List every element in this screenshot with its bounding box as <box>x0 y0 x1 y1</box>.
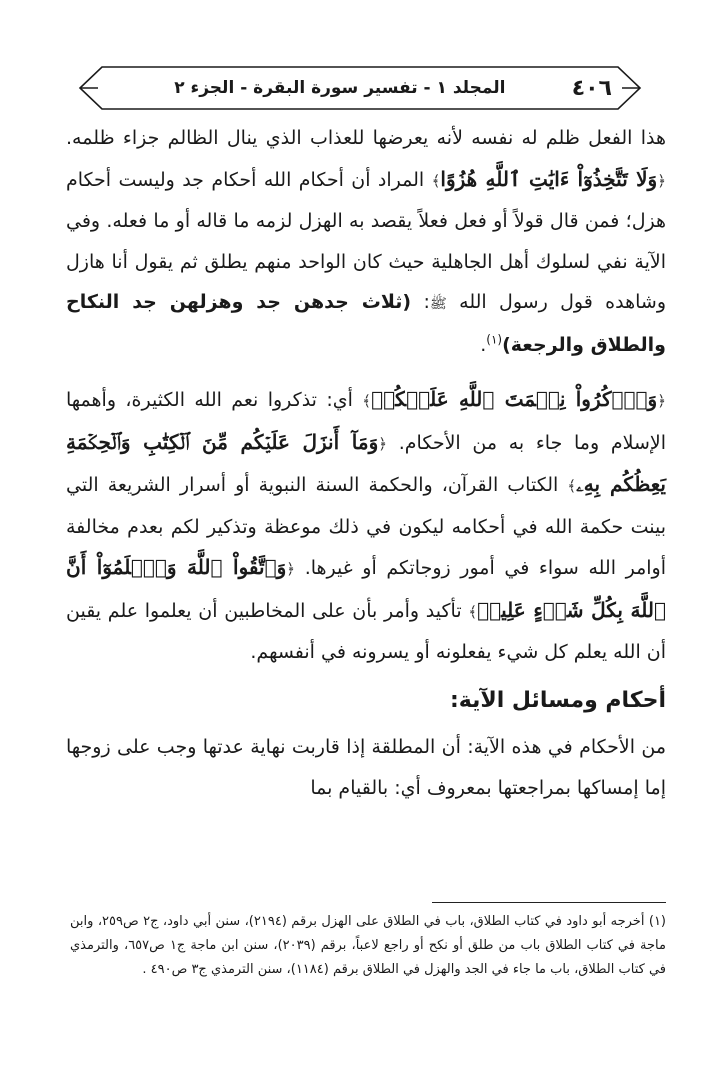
verse-close-ornament: ﴾ <box>567 477 577 495</box>
hadith-quote: (ثلاث جدهن جد وهزلهن جد النكاح والطلاق والرجعة) <box>66 291 666 356</box>
paragraph-1 <box>66 118 666 365</box>
verse-open-ornament: ﴿ <box>657 171 666 190</box>
footnote-reference: (١) <box>486 332 503 347</box>
verse-open-ornament: ﴿ <box>378 434 388 453</box>
page-header <box>78 64 642 112</box>
verse-open-ornament: ﴿ <box>286 560 296 578</box>
verse-open-ornament: ﴿ <box>657 392 666 410</box>
main-text <box>66 118 666 808</box>
section-heading: أحكام ومسائل الآية: <box>449 687 666 713</box>
quran-verse: وَٱتَّقُواْ ٱللَّهَ وَٱعۡلَمُوٓاْ أَنَّ ٱللَّهَ بِكُلِّ شَيۡءٍ عَلِيمٞ <box>66 555 666 622</box>
paragraph-2 <box>66 379 666 673</box>
quran-verse: وَٱذۡكُرُواْ نِعۡمَتَ ٱللَّهِ عَلَيۡكُمۡ <box>371 387 658 411</box>
p2-text-3: تأكيد وأمر بأن على المخاطبين أن يعلموا علم يقين أن الله يعلم كل شيء يفعلونه أو يسرونه في أنفسهم. <box>66 599 666 663</box>
verse-close-ornament: ﴾ <box>431 171 441 190</box>
quran-verse: وَمَآ أَنزَلَ عَلَيۡكُم مِّنَ ٱلۡكِتَٰبِ وَٱلۡحِكۡمَةِ يَعِظُكُم بِهِۦ <box>66 429 666 496</box>
salutation-glyph: ﷺ <box>429 296 447 312</box>
p2-text-1: أي: تذكروا نعم الله الكثيرة، وأهمها الإسلام وما جاء به من الأحكام. <box>66 389 666 454</box>
p2-text-2: الكتاب القرآن، والحكمة السنة النبوية أو أسرار الشريعة التي بينت حكمة الله في أحكامه ليكون في ذلك موعظة وتذكير لكم بعدم مخالفة أوامر الله سواء في أمور زوجاتكم أو غيرها. <box>66 474 666 579</box>
verse-close-ornament: ﴾ <box>362 392 372 410</box>
footnote-divider <box>432 902 666 903</box>
p1-text-2: المراد أن أحكام الله أحكام جد وليست أحكام هزل؛ فمن قال قولاً أو فعل فعلاً يقصد به الهزل لزمه ما قاله أو ما فعله. وفي الآية نفي لسلوك أهل الجاهلية حيث كان الواحد منهم يطلق ثم يقول أنا هازل وشاهده قول رسول الله <box>66 168 667 313</box>
running-title: المجلد ١ - تفسير سورة البقرة - الجزء ٢ <box>174 78 506 98</box>
footnote-1: (١) أخرجه أبو داود في كتاب الطلاق، باب في الطلاق على الهزل برقم (٢١٩٤)، سنن أبي داود، ج٢ ص٢٥٩، وابن ماجة في كتاب الطلاق باب من طلق أو نكح أو راجع لاعباً، برقم (٢٠٣٩)، سنن ابن ماجة ج١ ص٦٥٧، والترمذي في كتاب الطلاق، باب ما جاء في الجد والهزل في الطلاق برقم (١١٨٤)، سنن الترمذي ج٣ ص٤٩٠ . <box>70 914 666 977</box>
p1-colon: : <box>423 291 430 313</box>
verse-close-ornament: ﴾ <box>468 602 478 621</box>
p1-end: . <box>480 333 487 356</box>
quran-verse: وَلَا تَتَّخِذُوٓاْ ءَايَٰتِ ٱللَّهِ هُزُوًا <box>440 166 658 191</box>
paragraph-3: من الأحكام في هذه الآية: أن المطلقة إذا قاربت نهاية عدتها وجب على زوجها إما إمساكها بمراجعتها بمعروف أي: بالقيام بما <box>66 736 666 799</box>
page-number: ٤٠٦ <box>571 75 612 101</box>
header-text-row <box>78 74 642 102</box>
footnote <box>70 910 666 982</box>
p1-text-1: هذا الفعل ظلم له نفسه لأنه يعرضها للعذاب الذي ينال الظالم جزاء ظلمه. <box>66 127 666 149</box>
